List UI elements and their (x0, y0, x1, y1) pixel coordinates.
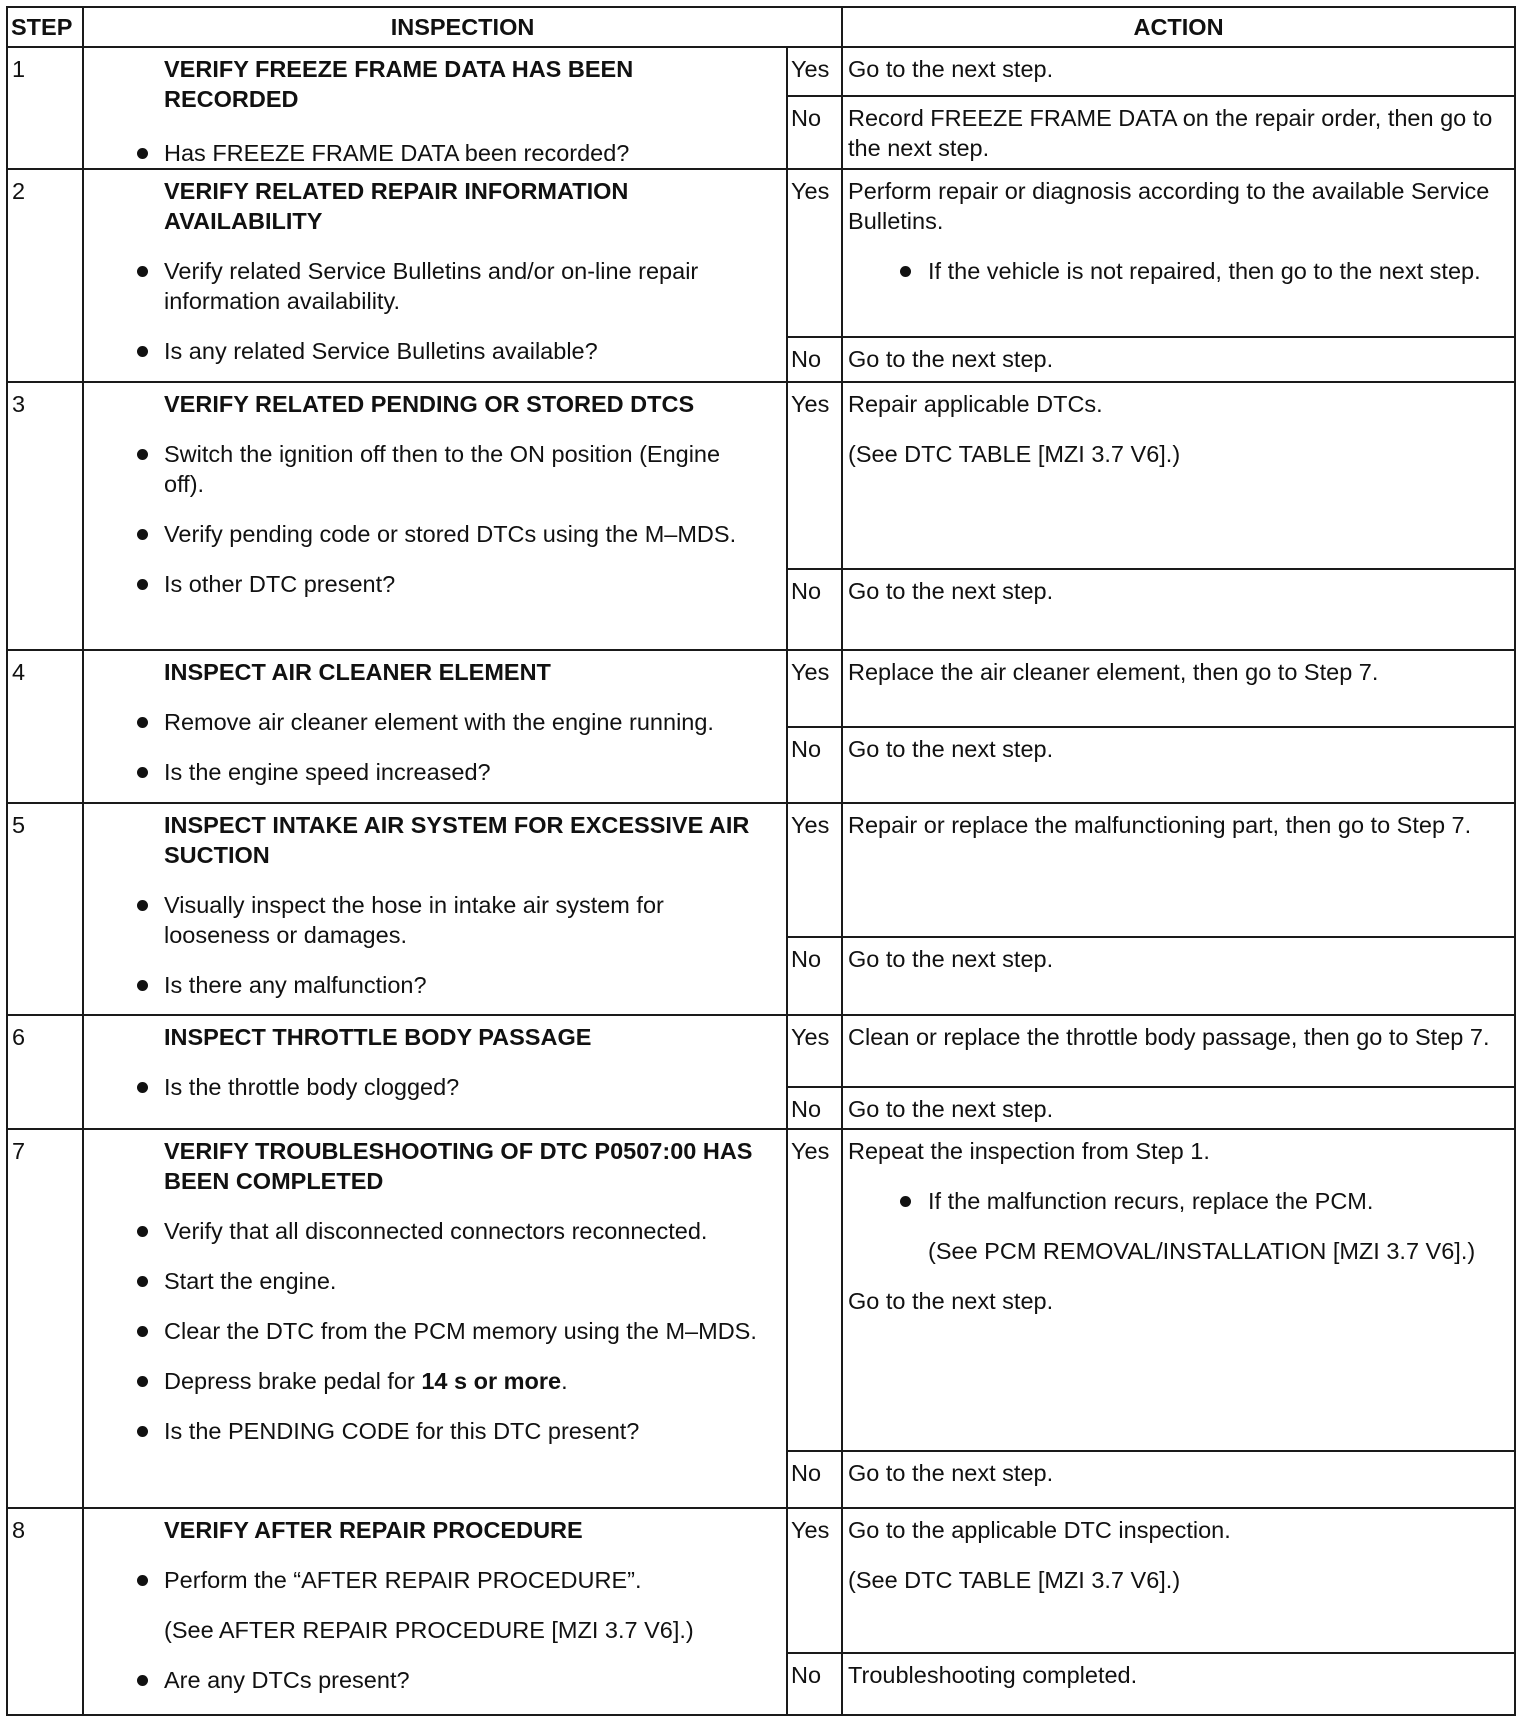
yes-label: Yes (787, 47, 842, 96)
list-item: Verify related Service Bulletins and/or on-line repair information availability. (84, 256, 764, 316)
reference-text: (See PCM REMOVAL/INSTALLATION [MZI 3.7 V6].) (928, 1238, 1476, 1264)
inspection-title: INSPECT THROTTLE BODY PASSAGE (164, 1024, 592, 1050)
action-text: Go to the next step. (842, 727, 1515, 803)
action-cell (842, 1129, 1515, 1451)
action-header: ACTION (842, 7, 1515, 47)
step-number: 8 (7, 1508, 83, 1715)
no-label: No (787, 1451, 842, 1508)
reference-text: (See AFTER REPAIR PROCEDURE [MZI 3.7 V6].) (164, 1617, 694, 1643)
action-text: Go to the next step. (842, 47, 1515, 96)
action-text: Go to the applicable DTC inspection. (848, 1517, 1231, 1543)
action-text: Record FREEZE FRAME DATA on the repair order, then go to the next step. (842, 96, 1515, 169)
action-text: Go to the next step. (842, 1087, 1515, 1129)
inspection-title: INSPECT INTAKE AIR SYSTEM FOR EXCESSIVE AIR SUCTION (164, 812, 750, 868)
inspection-cell (83, 47, 787, 169)
table-row (7, 1129, 1515, 1451)
inspection-title: VERIFY RELATED REPAIR INFORMATION AVAILABILITY (164, 178, 629, 234)
table-row (7, 169, 1515, 337)
action-text: Clean or replace the throttle body passage, then go to Step 7. (842, 1015, 1515, 1087)
action-bullet: If the vehicle is not repaired, then go to the next step. (848, 256, 1508, 286)
yes-label: Yes (787, 382, 842, 569)
list-item: Switch the ignition off then to the ON position (Engine off). (84, 439, 764, 499)
list-item: Is there any malfunction? (84, 970, 764, 1000)
no-label: No (787, 96, 842, 169)
table-row (7, 382, 1515, 569)
list-item: Is any related Service Bulletins available? (84, 336, 764, 366)
inspection-cell (83, 169, 787, 382)
inspection-cell (83, 1508, 787, 1715)
reference-text: (See DTC TABLE [MZI 3.7 V6].) (848, 441, 1181, 467)
action-text: Go to the next step. (842, 937, 1515, 1015)
list-item: Is other DTC present? (84, 569, 764, 599)
yes-label: Yes (787, 169, 842, 337)
list-item: Perform the “AFTER REPAIR PROCEDURE”. (84, 1565, 764, 1595)
list-item: Is the PENDING CODE for this DTC present? (84, 1416, 764, 1446)
list-item: Has FREEZE FRAME DATA been recorded? (84, 138, 764, 168)
step-number: 5 (7, 803, 83, 1015)
action-text: Troubleshooting completed. (842, 1653, 1515, 1715)
step-number: 1 (7, 47, 83, 169)
table-row (7, 650, 1515, 727)
list-item (84, 1366, 764, 1396)
brake-suffix: . (561, 1368, 568, 1394)
action-text: Replace the air cleaner element, then go to Step 7. (842, 650, 1515, 727)
inspection-header: INSPECTION (83, 7, 842, 47)
action-cell (842, 382, 1515, 569)
step-number: 3 (7, 382, 83, 650)
inspection-title: VERIFY TROUBLESHOOTING OF DTC P0507:00 HAS BEEN COMPLETED (164, 1138, 753, 1194)
inspection-title: VERIFY RELATED PENDING OR STORED DTCS (164, 391, 695, 417)
no-label: No (787, 569, 842, 650)
inspection-cell (83, 1015, 787, 1129)
action-text: Perform repair or diagnosis according to the available Service Bulletins. (848, 178, 1490, 234)
no-label: No (787, 337, 842, 382)
list-item: Start the engine. (84, 1266, 764, 1296)
step-number: 4 (7, 650, 83, 803)
inspection-cell (83, 382, 787, 650)
table-row (7, 47, 1515, 96)
action-text: Go to the next step. (848, 1288, 1054, 1314)
action-text: Repair applicable DTCs. (848, 391, 1103, 417)
list-item: Clear the DTC from the PCM memory using the M–MDS. (84, 1316, 764, 1346)
brake-duration: 14 s or more (421, 1368, 562, 1394)
action-text: Go to the next step. (842, 337, 1515, 382)
inspection-title: VERIFY FREEZE FRAME DATA HAS BEEN RECORDED (164, 56, 634, 112)
table-row (7, 1508, 1515, 1653)
step-header: STEP (7, 7, 83, 47)
inspection-title: VERIFY AFTER REPAIR PROCEDURE (164, 1517, 583, 1543)
list-item: Are any DTCs present? (84, 1665, 764, 1695)
list-item: Verify pending code or stored DTCs using the M–MDS. (84, 519, 764, 549)
inspection-cell (83, 803, 787, 1015)
yes-label: Yes (787, 1129, 842, 1451)
action-text: Repair or replace the malfunctioning part, then go to Step 7. (842, 803, 1515, 937)
no-label: No (787, 1087, 842, 1129)
yes-label: Yes (787, 650, 842, 727)
list-item: Verify that all disconnected connectors reconnected. (84, 1216, 764, 1246)
brake-text: Depress brake pedal for (164, 1368, 422, 1394)
action-text: Go to the next step. (842, 569, 1515, 650)
action-cell (842, 1508, 1515, 1653)
no-label: No (787, 1653, 842, 1715)
step-number: 6 (7, 1015, 83, 1129)
step-number: 2 (7, 169, 83, 382)
action-text: Go to the next step. (842, 1451, 1515, 1508)
inspection-cell (83, 650, 787, 803)
inspection-cell (83, 1129, 787, 1508)
list-item: Is the throttle body clogged? (84, 1072, 764, 1102)
table-row (7, 1015, 1515, 1087)
troubleshooting-sheet (6, 6, 1514, 1716)
table-row (7, 803, 1515, 937)
list-item: Visually inspect the hose in intake air system for looseness or damages. (84, 890, 764, 950)
reference-text: (See DTC TABLE [MZI 3.7 V6].) (848, 1567, 1181, 1593)
troubleshooting-table (6, 6, 1516, 1716)
yes-label: Yes (787, 1015, 842, 1087)
yes-label: Yes (787, 1508, 842, 1653)
step-number: 7 (7, 1129, 83, 1508)
list-item: Remove air cleaner element with the engine running. (84, 707, 764, 737)
yes-label: Yes (787, 803, 842, 937)
list-item: Is the engine speed increased? (84, 757, 764, 787)
no-label: No (787, 937, 842, 1015)
no-label: No (787, 727, 842, 803)
action-text: Repeat the inspection from Step 1. (848, 1138, 1210, 1164)
action-bullet: If the malfunction recurs, replace the PCM. (848, 1186, 1508, 1216)
header-row (7, 7, 1515, 47)
action-cell (842, 169, 1515, 337)
inspection-title: INSPECT AIR CLEANER ELEMENT (164, 659, 551, 685)
